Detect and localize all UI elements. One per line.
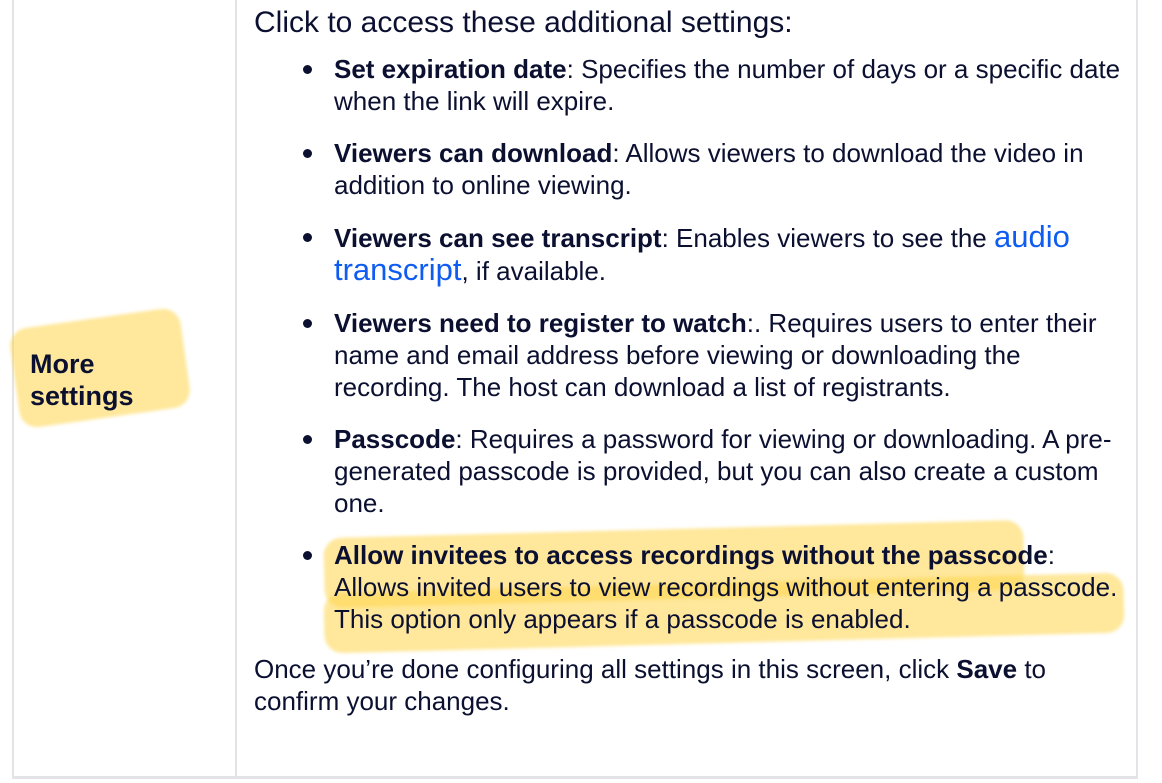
list-item-highlighted	[254, 539, 1134, 635]
item-description: :. Requires users to enter their name and email address before viewing or downloading the recording. The host can download a list of registrants.	[334, 308, 1097, 402]
list-item	[254, 53, 1134, 117]
item-title: Set expiration date	[334, 54, 567, 84]
item-title: Viewers need to register to watch	[334, 308, 747, 338]
outro-start: Once you’re done configuring all settings in this screen, click	[254, 654, 957, 684]
row-label: More settings	[30, 349, 134, 411]
bullet-icon	[303, 65, 312, 74]
item-description: : Allows invited users to view recordings without entering a passcode. This option only appears if a passcode is enabled.	[334, 540, 1118, 634]
outro-end: to confirm your changes.	[254, 654, 1047, 716]
intro-text: Click to access these additional settings:	[254, 6, 793, 39]
list-item	[254, 221, 1134, 287]
item-description: : Specifies the number of days or a specific date when the link will expire.	[334, 54, 1121, 116]
item-description-end: , if available.	[461, 256, 607, 286]
item-title: Viewers can download	[334, 138, 613, 168]
bullet-icon	[303, 319, 312, 328]
bullet-icon	[303, 435, 312, 444]
column-divider	[235, 0, 237, 776]
item-title: Viewers can see transcript	[334, 223, 662, 253]
item-description: : Requires a password for viewing or downloading. A pre-generated passcode is provided, but you can also create a custom one.	[334, 424, 1112, 518]
item-description: : Allows viewers to download the video in addition to online viewing.	[334, 138, 1084, 200]
list-item	[254, 137, 1134, 201]
audio-transcript-link[interactable]: audio transcript	[334, 219, 1070, 287]
bullet-icon	[303, 149, 312, 158]
row-label-cell	[30, 348, 220, 412]
outro-text	[254, 653, 1134, 717]
bullet-icon	[303, 233, 312, 242]
item-title: Allow invitees to access recordings without the passcode	[334, 540, 1048, 570]
settings-list	[254, 53, 1134, 635]
item-title: Passcode	[334, 424, 456, 454]
settings-table	[12, 0, 1138, 779]
list-item	[254, 423, 1134, 519]
row-content-cell	[254, 0, 1134, 717]
item-description: : Enables viewers to see the	[661, 223, 994, 253]
save-keyword: Save	[956, 654, 1018, 684]
bullet-icon	[303, 551, 312, 560]
list-item	[254, 307, 1134, 403]
